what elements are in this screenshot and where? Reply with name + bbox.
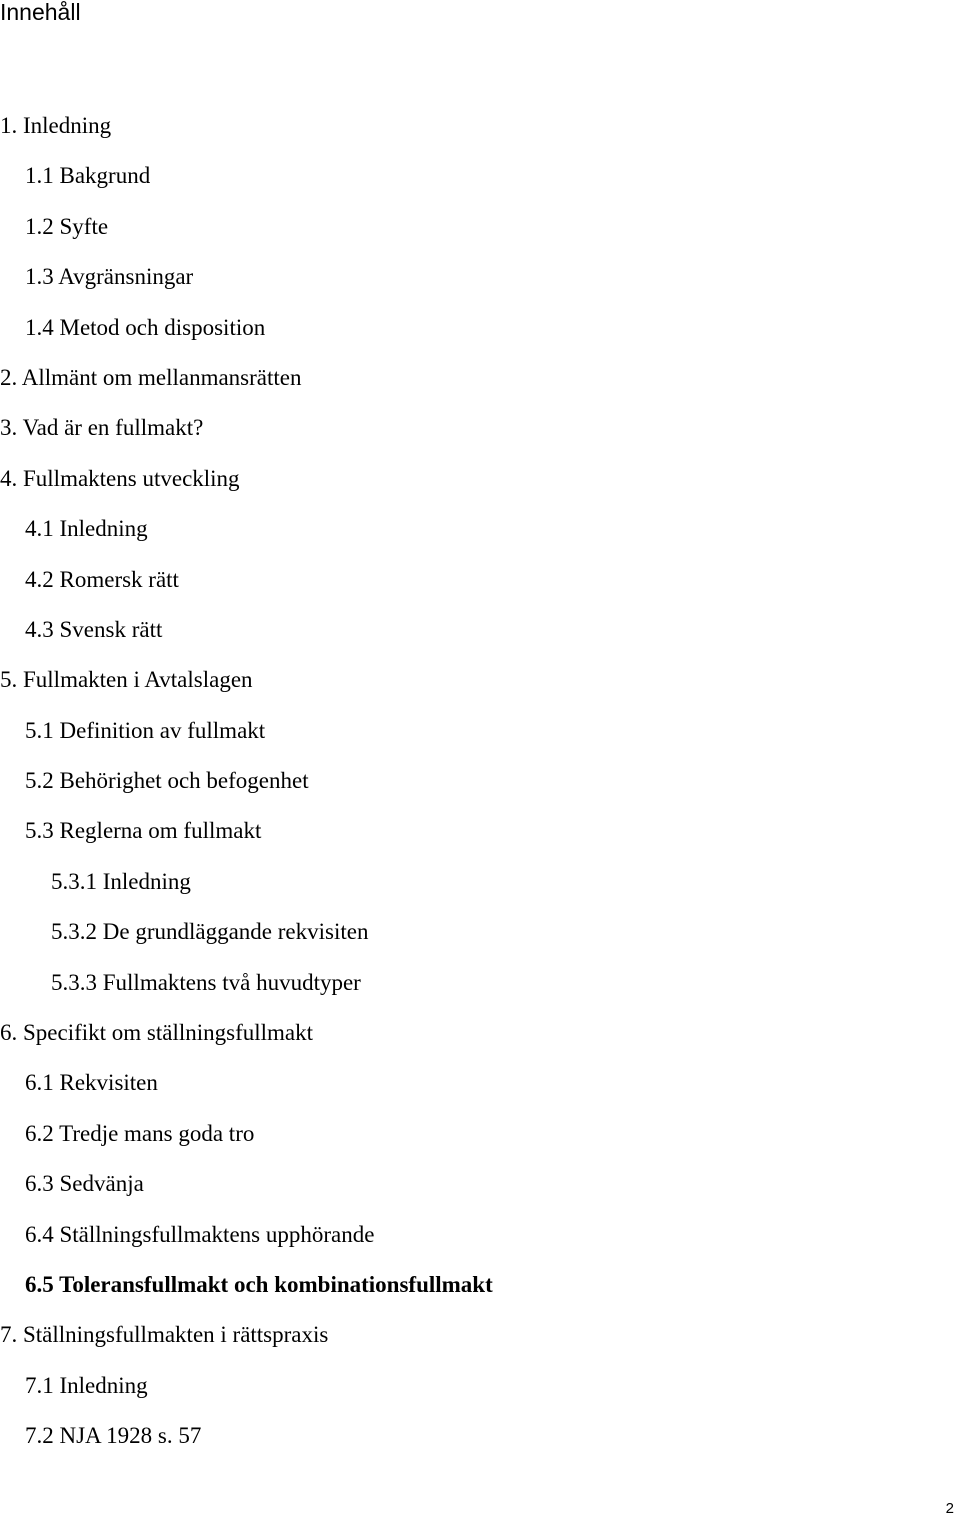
toc-item: 5.2 Behörighet och befogenhet	[25, 768, 309, 794]
toc-item: 6.3 Sedvänja	[25, 1171, 144, 1197]
toc-item: 4.1 Inledning	[25, 516, 148, 542]
toc-item: 5. Fullmakten i Avtalslagen	[0, 667, 253, 693]
toc-item: 3. Vad är en fullmakt?	[0, 415, 204, 441]
toc-item: 4. Fullmaktens utveckling	[0, 465, 240, 491]
toc-item: 6. Specifikt om ställningsfullmakt	[0, 1020, 314, 1046]
toc-item: 1.3 Avgränsningar	[25, 264, 194, 290]
toc-item: 7.2 NJA 1928 s. 57	[25, 1423, 202, 1449]
toc-item: 6.4 Ställningsfullmaktens upphörande	[25, 1221, 375, 1247]
toc-item: 6.5 Toleransfullmakt och kombinationsfullmakt	[25, 1271, 493, 1297]
toc-item: 5.3.3 Fullmaktens två huvudtyper	[51, 969, 361, 995]
toc-item: 1. Inledning	[0, 113, 112, 138]
toc-item: 4.2 Romersk rätt	[25, 566, 179, 592]
toc-item: 4.3 Svensk rätt	[25, 616, 163, 642]
table-of-contents	[0, 108, 493, 1469]
toc-item: 7. Ställningsfullmakten i rättspraxis	[0, 1322, 329, 1348]
toc-item: 5.1 Definition av fullmakt	[25, 717, 266, 743]
toc-item: 1.1 Bakgrund	[25, 163, 151, 189]
toc-item: 1.2 Syfte	[25, 213, 109, 239]
toc-item: 6.1 Rekvisiten	[25, 1070, 158, 1096]
page-number: 2	[945, 1500, 954, 1517]
toc-item: 2. Allmänt om mellanmansrätten	[0, 364, 302, 390]
toc-item: 5.3.2 De grundläggande rekvisiten	[51, 919, 369, 945]
toc-item: 5.3.1 Inledning	[51, 868, 191, 894]
toc-item: 7.1 Inledning	[25, 1372, 148, 1398]
toc-item: 5.3 Reglerna om fullmakt	[25, 818, 262, 844]
toc-item: 6.2 Tredje mans goda tro	[25, 1120, 255, 1146]
toc-item: 1.4 Metod och disposition	[25, 314, 266, 340]
document-title: Innehåll	[0, 0, 81, 25]
